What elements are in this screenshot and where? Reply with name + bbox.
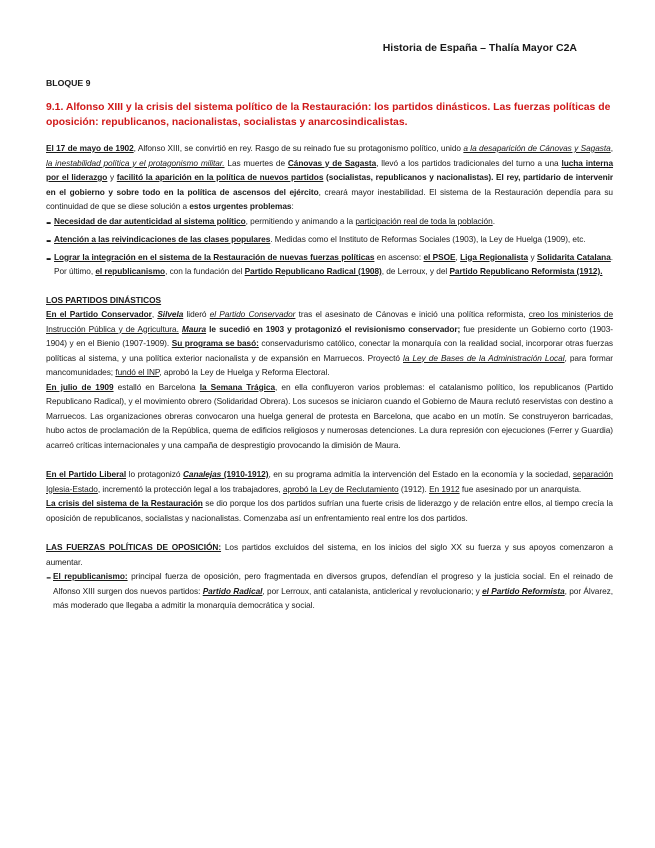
text-run: , permitiendo y animando a la	[245, 215, 356, 226]
text-run: y	[107, 172, 117, 182]
text-run: y	[528, 251, 537, 262]
text-run: lo protagonizó	[126, 469, 183, 479]
bullet-item-republicanismo	[46, 569, 613, 613]
text-run: fue presidente un Gobierno corto (1903-1904) y en el Bienio (1907-1909).	[46, 323, 614, 348]
text-run: el republicanismo	[95, 266, 166, 276]
text-run: La crisis del sistema de la Restauración	[46, 498, 203, 508]
section-title-oposicion: LAS FUERZAS POLÍTICAS DE OPOSICIÓN:	[46, 542, 222, 552]
bullet-text	[54, 214, 613, 232]
text-run: , por Lerroux, anti catalanista, anticlerical y revolucionario; y	[262, 585, 483, 596]
intro-date: El 17 de mayo de 1902	[46, 143, 134, 153]
paragraph-semana-tragica	[46, 380, 613, 453]
text-run: conservadurismo católico, conectar la monarquía con la realidad social, incorporar otras fuerzas políticas al sistema, y una política exterior nacionalista y de expansión en Marruecos. Proyectó	[46, 338, 613, 363]
text-run: , con la fundación del	[165, 266, 245, 276]
section-title-dinasticos: LOS PARTIDOS DINÁSTICOS	[46, 294, 162, 305]
text-run: Cánovas y de Sagasta	[287, 157, 377, 168]
text-run: la Semana Trágica	[199, 381, 276, 392]
text-run: estalló en Barcelona	[113, 381, 200, 392]
text-run: en ascenso:	[374, 251, 424, 262]
text-run: Partido Republicano Radical (1908)	[244, 266, 382, 276]
text-run: la inestabilidad política y el protagonismo militar.	[46, 157, 225, 168]
text-run: (1912).	[398, 483, 430, 494]
text-run: ,	[610, 143, 613, 153]
paragraph-conservador	[46, 307, 613, 380]
text-run: la Ley de Bases de la Administración Local	[403, 352, 565, 363]
text-run: participación real de toda la población	[355, 215, 493, 226]
document-content	[46, 78, 613, 613]
text-run: , para formar mancomunidades;	[46, 352, 613, 377]
text-run: Solidarita Catalana	[536, 251, 611, 262]
text-run: ,	[455, 251, 461, 262]
bullet-mark: -	[46, 569, 52, 586]
text-run: , en ella confluyeron varios problemas: el catalanismo político, los republicanos (Partido Republicano Radical), y el movimiento obrero (Solidaridad Obrera). Los sucesos se iniciaron cuando el Gobierno de Maura reclutó reservistas con destino a Marruecos. Las organizaciones obreras convocaron una huelga general de protesta en Barcelona, que acabo en un motín. Se construyeron barricadas, hubo actos de proclamación de la República, quema de edificios religiosos y numerosas detenciones. La dura represión con ejecuciones (Ferrer y Guardia) acarreó críticas internacionales y una campaña de desprestigio provocando la dimisión de Maura.	[46, 381, 614, 450]
text-run: Silvela	[157, 309, 184, 319]
text-run: Lograr la integración en el sistema de la Restauración de nuevas fuerzas políticas	[54, 251, 375, 262]
text-run: Partido Republicano Reformista (1912).	[449, 266, 603, 276]
text-run: , en su programa admitía la intervención del Estado en la economía y la sociedad,	[268, 469, 573, 479]
text-run: Su programa se basó:	[171, 338, 259, 348]
spacer	[46, 452, 613, 467]
text-run: . Por último,	[54, 251, 614, 276]
text-run: En 1912	[429, 483, 460, 494]
text-run: (socialistas, republicanos y nacionalistas). El rey, partidario de intervenir en el gobierno y sobre todo en la política de ascensos del ejército	[46, 172, 614, 197]
bullet-mark: -	[46, 231, 52, 249]
text-run: fue asesinado por un anarquista.	[459, 483, 582, 494]
spacer	[46, 525, 613, 540]
text-run: , de Lerroux, y del	[381, 266, 450, 276]
bullet-item	[46, 232, 613, 250]
bullet-text	[54, 232, 613, 250]
text-run: :	[291, 201, 294, 211]
spacer	[46, 279, 613, 293]
text-run: lucha interna por el liderazgo	[46, 157, 614, 182]
text-run: principal fuerza de oposición, pero fragmentada en diversos grupos, defendían el progreso y la justicia social. En el reinado de Alfonso XIII surgen dos nuevos partidos:	[53, 571, 613, 596]
text-run: (1910-1912)	[221, 469, 269, 479]
text-run: el PSOE	[423, 251, 456, 262]
text-run: creo los ministerios de Instrucción Pública y de Agricultura.	[46, 309, 614, 334]
text-run: En el Partido Conservador	[46, 309, 152, 319]
text-run: le sucedió en 1903 y protagonizó el revisionismo conservador;	[206, 323, 461, 334]
text-run: .	[492, 215, 495, 226]
bloque-label: BLOQUE 9	[46, 78, 91, 88]
text-run: facilitó la aparición en la política de nuevos partidos	[116, 172, 324, 182]
text-run: Las muertes de	[224, 157, 288, 168]
section-heading: 9.1. Alfonso XIII y la crisis del sistema político de la Restauración: los partidos dinásticos. Las fuerzas políticas de oposición: republicanos, nacionalistas, socialistas y anarcosindicalistas.	[46, 102, 611, 128]
paragraph-crisis	[46, 496, 613, 525]
text-run: ,	[151, 309, 158, 319]
bullet-text	[53, 569, 613, 613]
bullet-text	[54, 250, 613, 279]
text-run: separación Iglesia-Estado	[46, 469, 613, 494]
text-run: , incrementó la protección legal a los trabajadores,	[97, 483, 283, 494]
text-run: Los partidos excluidos del sistema, en los inicios del siglo XX su fuerza y sus apoyos comenzaron a aumentar.	[46, 542, 613, 567]
text-run: El republicanismo:	[53, 571, 128, 581]
bullet-mark: -	[46, 213, 52, 231]
paragraph-oposicion	[46, 540, 613, 569]
text-run: , aprobó la Ley de Huelga y Reforma Electoral.	[159, 367, 330, 377]
text-run: , llevó a los partidos tradicionales del turno a una	[376, 157, 562, 168]
bullet-mark: -	[46, 249, 52, 267]
bullet-item	[46, 250, 613, 279]
text-run: Canalejas	[182, 469, 222, 479]
text-run: En julio de 1909	[46, 381, 114, 392]
text-run: Liga Regionalista	[460, 251, 529, 262]
text-run: estos urgentes problemas	[189, 201, 292, 211]
text-run: fundó el INP	[115, 367, 160, 377]
text-run: el Partido Conservador	[209, 309, 296, 319]
text-run: , por Álvarez, más moderado que llegaba a admitir la monarquía democrática y social.	[53, 585, 613, 610]
text-run: Necesidad de dar autenticidad al sistema político	[54, 215, 246, 226]
text-run: tras el asesinato de Cánovas e inició una política reformista,	[295, 309, 529, 319]
bullet-item	[46, 214, 613, 232]
text-run: a la desaparición de Cánovas y Sagasta	[463, 143, 611, 153]
text-run: Atención a las reivindicaciones de las clases populares	[54, 233, 271, 244]
text-run: el Partido Reformista	[482, 585, 565, 596]
text-run: se dio porque los dos partidos sufrían una fuerte crisis de liderazgo y de relación entre ellos, al tiempo crecía la oposición de republicanos, socialistas y nacionalistas. Comenzaba así un enfrentamiento real entre los dos partidos.	[46, 498, 613, 523]
intro-paragraph	[46, 141, 613, 214]
paragraph-liberal	[46, 467, 613, 496]
header-title: Historia de España – Thalía Mayor C2A	[382, 42, 577, 54]
text-run: , creará mayor inestabilidad. El sistema de la Restauración dependía para su continuidad de que se diese solución a	[46, 186, 613, 211]
text-run: aprobó la Ley de Reclutamiento	[282, 483, 399, 494]
text-run: Partido Radical	[202, 585, 263, 596]
text-run: . Medidas como el Instituto de Reformas Sociales (1903), la Ley de Huelga (1909), etc.	[270, 233, 586, 244]
text-run: Maura	[181, 323, 207, 334]
text-run: lideró	[183, 309, 210, 319]
text-run: , Alfonso XIII, se convirtió en rey. Rasgo de su reinado fue su protagonismo político, unido	[133, 143, 464, 153]
text-run: En el Partido Liberal	[46, 469, 127, 479]
